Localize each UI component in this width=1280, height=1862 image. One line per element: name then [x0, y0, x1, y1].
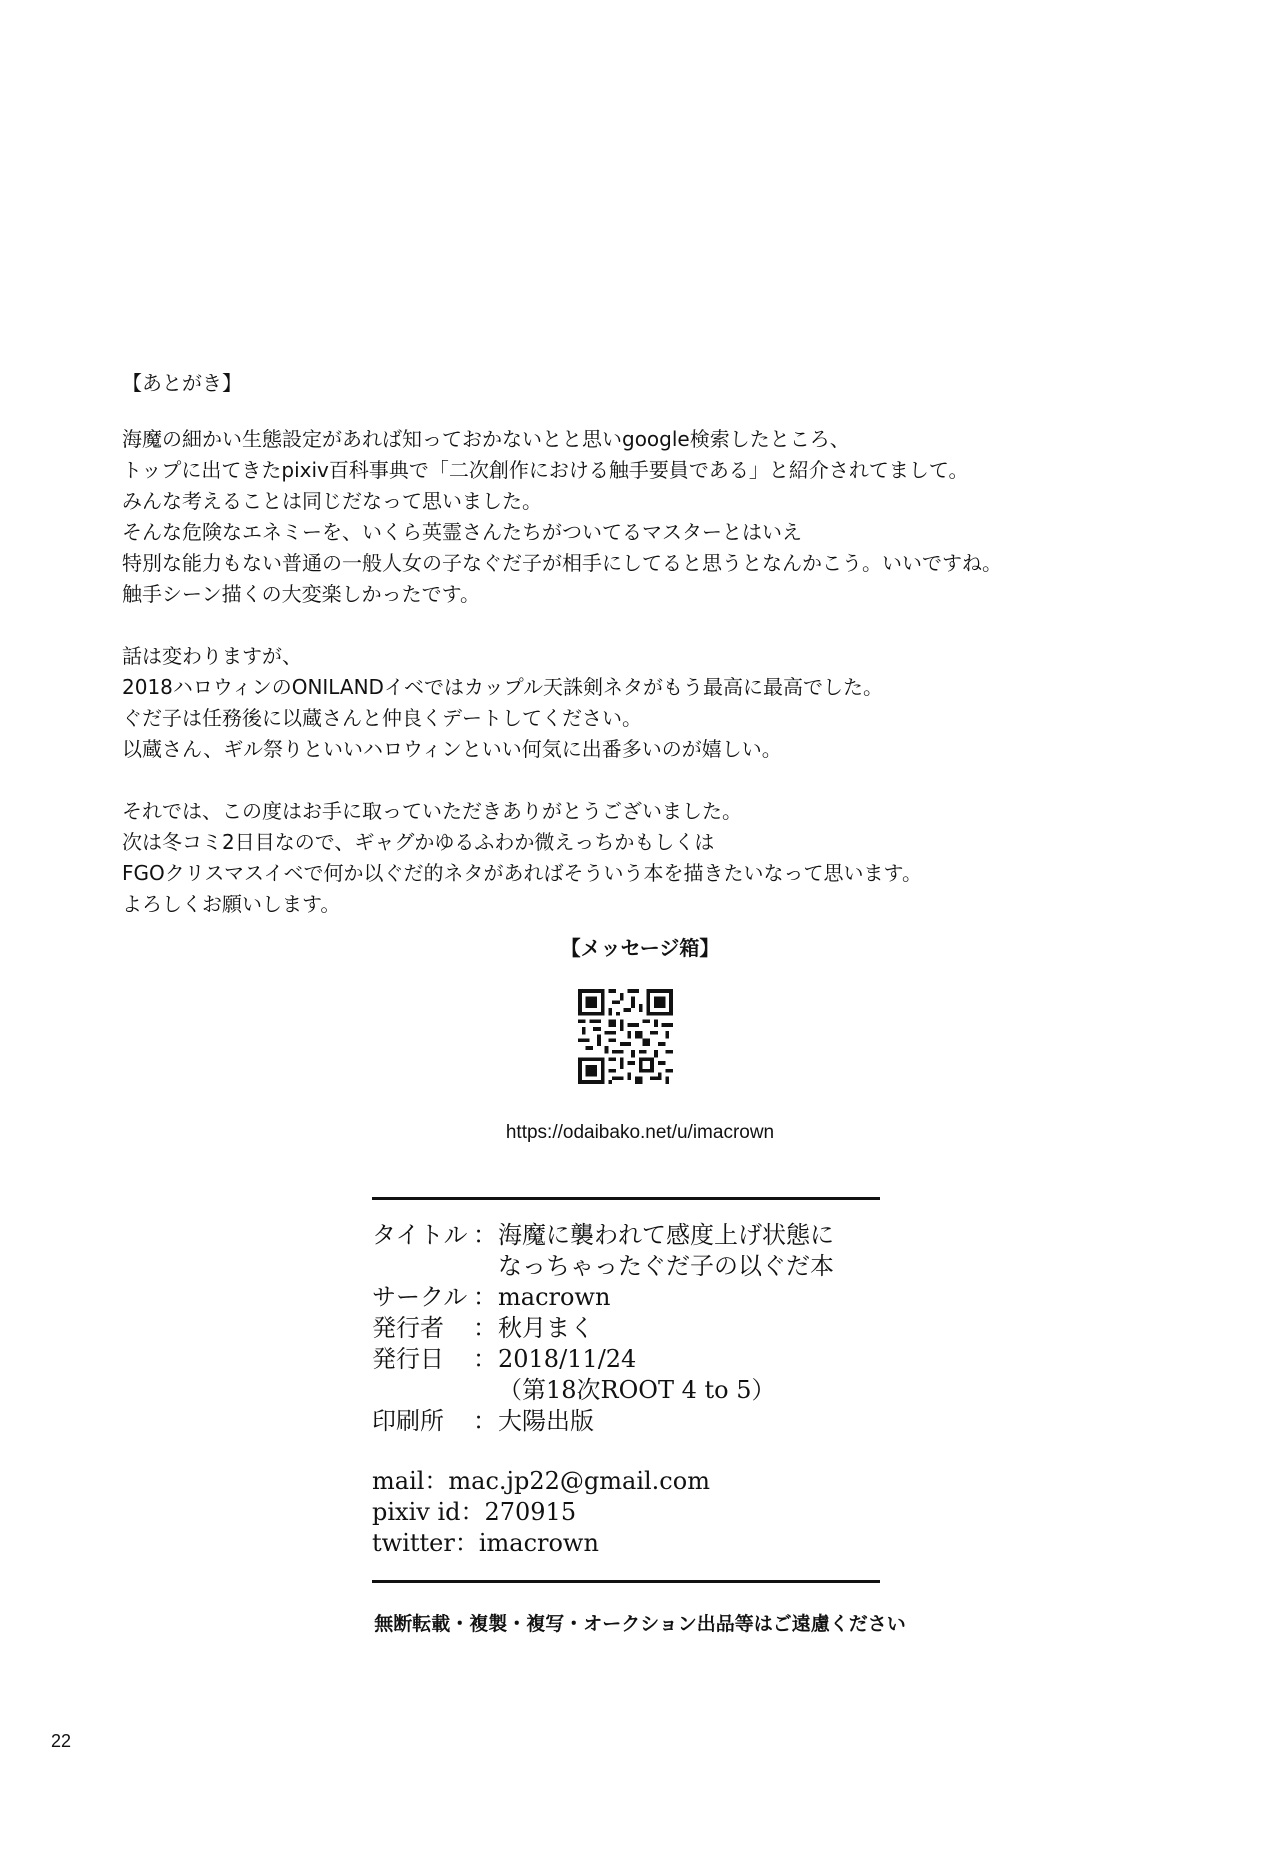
message-box-url[interactable]: https://odaibako.net/u/imacrown	[505, 1122, 775, 1143]
circle-label: サークル	[372, 1283, 468, 1311]
colophon-row-title-cont	[372, 1251, 892, 1282]
colophon	[372, 1220, 892, 1437]
copyright-notice: 無断転載・複製・複写・オークション出品等はご遠慮ください	[374, 1613, 906, 1635]
date-label: 発行日	[372, 1345, 444, 1373]
colophon-row-printer	[372, 1406, 892, 1437]
divider-bottom	[372, 1580, 880, 1583]
event-value: （第18次ROOT 4 to 5）	[498, 1376, 776, 1404]
circle-value: macrown	[498, 1283, 611, 1311]
qr-code-icon[interactable]	[578, 989, 673, 1084]
publisher-value: 秋月まく	[498, 1314, 594, 1342]
divider-top	[372, 1197, 880, 1200]
contact-mail: mail：mac.jp22@gmail.com	[372, 1467, 710, 1495]
colophon-row-title	[372, 1220, 892, 1251]
text-line: そんな危険なエネミーを、いくら英霊さんたちがついてるマスターとはいえ	[122, 520, 802, 544]
separator: ：	[473, 1407, 497, 1435]
separator: ：	[473, 1345, 497, 1373]
afterword-heading: 【あとがき】	[122, 371, 242, 395]
colophon-row-event	[372, 1375, 892, 1406]
text-line: FGOクリスマスイベで何か以ぐだ的ネタがあればそういう本を描きたいなって思います。	[122, 861, 922, 885]
separator: ：	[473, 1283, 497, 1311]
text-line: 次は冬コミ2日目なので、ギャグかゆるふわか微えっちかもしくは	[122, 830, 715, 854]
message-box-section	[0, 934, 1280, 962]
colophon-row-publisher	[372, 1313, 892, 1344]
text-line: よろしくお願いします。	[122, 892, 341, 916]
text-line: トップに出てきたpixiv百科事典で「二次創作における触手要員である」と紹介されてまして。	[122, 458, 969, 482]
afterword-paragraph-2	[122, 641, 1222, 765]
printer-label: 印刷所	[372, 1407, 444, 1435]
text-line: 以蔵さん、ギル祭りといいハロウィンといい何気に出番多いのが嬉しい。	[122, 737, 782, 761]
publisher-label: 発行者	[372, 1314, 444, 1342]
text-line: 話は変わりますが、	[122, 644, 302, 668]
afterword-paragraph-3	[122, 796, 1222, 920]
text-line: それでは、この度はお手に取っていただきありがとうございました。	[122, 799, 742, 823]
text-line: みんな考えることは同じだなって思いました。	[122, 489, 542, 513]
text-line: 特別な能力もない普通の一般人女の子なぐだ子が相手にしてると思うとなんかこう。いいですね。	[122, 551, 1002, 575]
text-line: 触手シーン描くの大変楽しかったです。	[122, 582, 480, 606]
text-line: 海魔の細かい生態設定があれば知っておかないとと思いgoogle検索したところ、	[122, 427, 850, 451]
afterword-paragraph-1	[122, 424, 1222, 610]
colophon-row-date	[372, 1344, 892, 1375]
title-line-2: なっちゃったぐだ子の以ぐだ本	[498, 1252, 834, 1280]
date-value: 2018/11/24	[498, 1345, 637, 1373]
printer-value: 大陽出版	[498, 1407, 594, 1435]
colophon-row-circle	[372, 1282, 892, 1313]
contact-pixiv: pixiv id：270915	[372, 1498, 577, 1526]
contact-twitter: twitter：imacrown	[372, 1529, 599, 1557]
text-line: 2018ハロウィンのONILANDイベではカップル天誅剣ネタがもう最高に最高でした。	[122, 675, 883, 699]
message-box-title: 【メッセージ箱】	[560, 936, 720, 960]
page-number: 22	[51, 1731, 72, 1751]
text-line: ぐだ子は任務後に以蔵さんと仲良くデートしてください。	[122, 706, 642, 730]
separator: ：	[473, 1221, 497, 1249]
afterword-section	[122, 368, 1222, 951]
title-line-1: 海魔に襲われて感度上げ状態に	[498, 1221, 834, 1249]
title-label: タイトル	[372, 1221, 468, 1249]
separator: ：	[473, 1314, 497, 1342]
contact-info	[372, 1466, 710, 1559]
